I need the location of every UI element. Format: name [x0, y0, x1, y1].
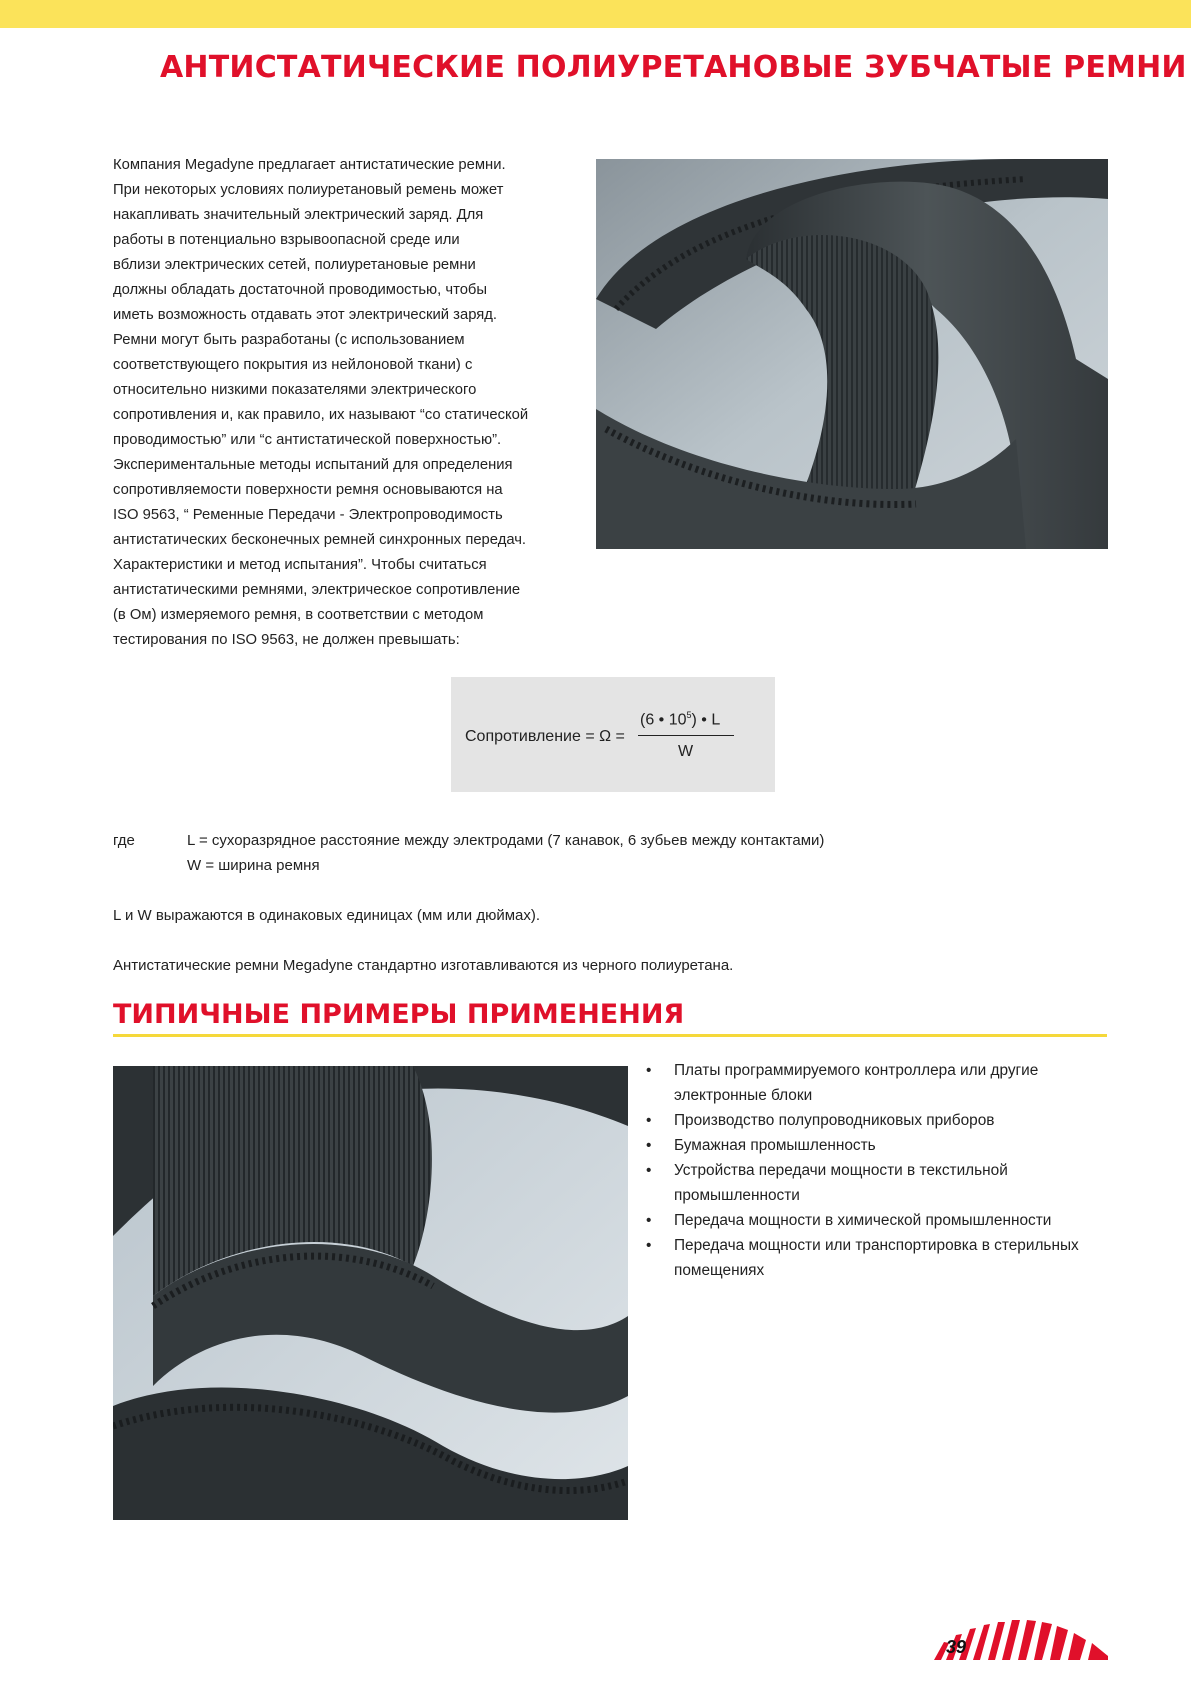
intro-line: Ремни могут быть разработаны (с использованием [113, 332, 465, 348]
formula-numerator: (6 • $10^5$) • L [640, 710, 721, 729]
intro-line: иметь возможность отдавать этот электрический заряд. [113, 307, 498, 323]
bullet-icon: • [646, 1112, 652, 1129]
list-item: • Бумажная промышленность [645, 1133, 1105, 1158]
fraction-bar [638, 735, 734, 736]
intro-line: антистатических бесконечных ремней синхронных передач. [113, 532, 527, 548]
intro-line: соответствующего покрытия из нейлоновой ткани) с [113, 357, 473, 373]
bullet-icon: • [646, 1212, 652, 1229]
intro-line: При некоторых условиях полиуретановый ремень может [113, 182, 504, 198]
units-note: L и W выражаются в одинаковых единицах (мм или дюймах). [113, 907, 541, 924]
formula-box [451, 677, 775, 792]
belt-photo-bottom [113, 1066, 628, 1520]
top-yellow-bar [0, 0, 1191, 28]
intro-line: вблизи электрических сетей, полиуретановые ремни [113, 257, 476, 273]
list-item: • Передача мощности или транспортировка в стерильных помещениях [645, 1233, 1105, 1283]
page-number: 39 [946, 1637, 967, 1657]
intro-text [113, 153, 573, 653]
intro-line: Экспериментальные методы испытаний для определения [113, 457, 513, 473]
intro-line: относительно низкими показателями электрического [113, 382, 477, 398]
bullet-icon: • [646, 1062, 652, 1079]
intro-line: Компания Megadyne предлагает антистатические ремни. [113, 157, 506, 173]
list-item: • Производство полупроводниковых приборов [645, 1108, 1105, 1133]
intro-line: (в Ом) измеряемого ремня, в соответствии с методом [113, 607, 484, 623]
formula-denominator: W [678, 743, 694, 760]
intro-line: проводимостью” или “с антистатической поверхностью”. [113, 432, 502, 448]
bullet-icon: • [646, 1237, 652, 1254]
applications-heading: ТИПИЧНЫЕ ПРИМЕРЫ ПРИМЕНЕНИЯ [113, 999, 685, 1030]
where-label: где [113, 832, 135, 849]
belt-photo-top [596, 159, 1108, 549]
intro-line: тестирования по ISO 9563, не должен превышать: [113, 632, 460, 648]
intro-line: должны обладать достаточной проводимостью, чтобы [113, 282, 488, 298]
intro-line: работы в потенциально взрывоопасной среде или [113, 232, 460, 248]
heading-underline [113, 1034, 1107, 1037]
definition-l: L = сухоразрядное расстояние между электродами (7 канавок, 6 зубьев между контактами) [187, 832, 825, 849]
intro-line: ISO 9563, “ Ременные Передачи - Электропроводимость [113, 507, 503, 523]
bullet-icon: • [646, 1137, 652, 1154]
intro-line: Характеристики и метод испытания”. Чтобы считаться [113, 557, 487, 573]
intro-line: сопротивления и, как правило, их называют “со статической [113, 407, 529, 423]
applications-list [645, 1058, 1105, 1283]
list-item: • Устройства передачи мощности в текстильной промышленности [645, 1158, 1105, 1208]
intro-line: антистатическими ремнями, электрическое сопротивление [113, 582, 521, 598]
bullet-icon: • [646, 1162, 652, 1179]
intro-line: накапливать значительный электрический заряд. Для [113, 207, 484, 223]
formula-label: Сопротивление = Ω = [465, 728, 625, 745]
intro-line: сопротивляемости поверхности ремня основываются на [113, 482, 503, 498]
definition-w: W = ширина ремня [187, 857, 320, 874]
page-title: АНТИСТАТИЧЕСКИЕ ПОЛИУРЕТАНОВЫЕ ЗУБЧАТЫЕ РЕМНИ [160, 50, 1187, 85]
list-item: • Передача мощности в химической промышленности [645, 1208, 1105, 1233]
list-item: • Платы программируемого контроллера или другие электронные блоки [645, 1058, 1105, 1108]
material-note: Антистатические ремни Megadyne стандартно изготавливаются из черного полиуретана. [113, 957, 734, 974]
